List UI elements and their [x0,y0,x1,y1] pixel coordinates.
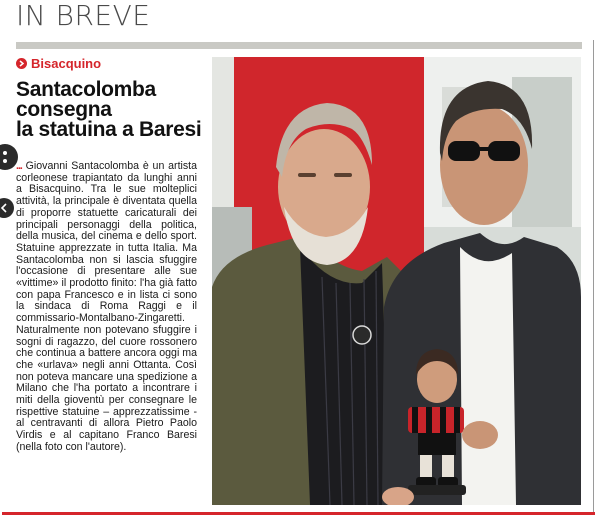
kicker [16,54,206,72]
photo-illustration [212,57,581,505]
chevron-right-icon [16,58,27,69]
section-divider [16,42,582,49]
bottom-accent-rule [2,512,595,515]
article-body [16,161,197,454]
headline-line-1: Santacolomba [16,78,156,101]
headline-line-2: consegna [16,98,112,121]
kicker-text: Bisacquino [31,55,102,71]
nav-arrow-icon[interactable] [0,198,14,218]
headline [16,80,206,140]
lead-marker: ... [16,160,22,172]
article-photo [212,57,581,505]
article-header [16,54,206,140]
column-divider [593,40,594,512]
headline-line-3: la statuina a Baresi [16,118,202,141]
article-body-text: Giovanni Santacolomba è un artista corleonese trapiantato da lunghi anni a Bisacquino. Tra le sue molteplici attività, la principale è diventata quella di proporre statuette caricaturali dei principali personaggi della politica, della musica, del cinema e dello sport. Statuine apprezzate in tutta Italia. Ma Santacolomba non si lascia sfuggire l'occasione di presentare alle sue «vittime» il prodotto finito: l'ha già fatto con papa Francesco e in lista ci sono la sindaca di Roma Raggi e il commissario-Montalbano-Zingaretti. Naturalmente non potevano sfuggire i sogni di ragazzo, del cuore rossonero che continua a battere ancora oggi ma che «urlava» negli anni Ottanta. Così non poteva mancare una spedizione a Milano che l'ha portato a incontrare i miti della gioventù per consegnare le rispettive statuine – apprezzatissime - al centravanti di allora Pietro Paolo Virdis e al capitano Franco Baresi (nella foto con l'autore). [16,160,197,453]
section-title: IN BREVE [16,0,151,32]
